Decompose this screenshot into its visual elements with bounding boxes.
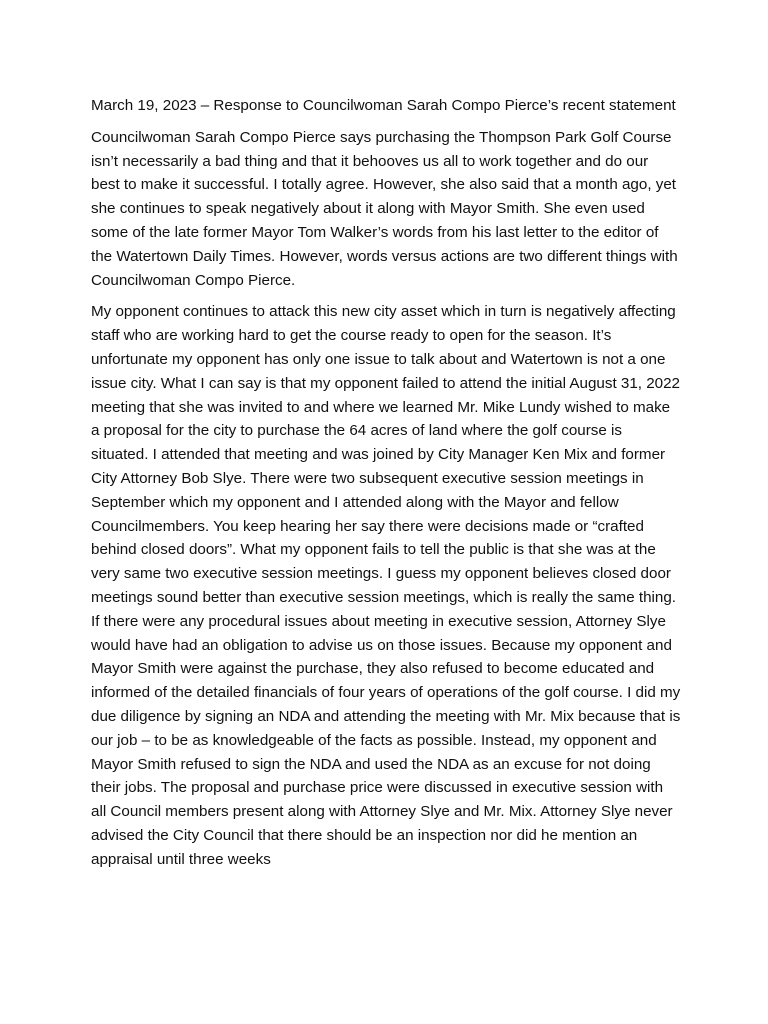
paragraph-2: My opponent continues to attack this new city asset which in turn is negatively affecting staff who are working hard to get the course ready to open for the season. It’s unfortunate my opponent has only one issue to talk about and Watertown is not a one issue city. What I can say is that my opponent failed to attend the initial August 31, 2022 meeting that she was invited to and where we learned Mr. Mike Lundy wished to make a proposal for the city to purchase the 64 acres of land where the golf course is situated. I attended that meeting and was joined by City Manager Ken Mix and former City Attorney Bob Slye. There were two subsequent executive session meetings in September which my opponent and I attended along with the Mayor and fellow Councilmembers. You keep hearing her say there were decisions made or “crafted behind closed doors”. What my opponent fails to tell the public is that she was at the very same two executive session meetings. I guess my opponent believes closed door meetings sound better than executive session meetings, which is really the same thing. If there were any procedural issues about meeting in executive session, Attorney Slye would have had an obligation to advise us on those issues. Because my opponent and Mayor Smith were against the purchase, they also refused to become educated and informed of the detailed financials of four years of operations of the golf course. I did my due diligence by signing an NDA and attending the meeting with Mr. Mix because that is our job – to be as knowledgeable of the facts as possible. Instead, my opponent and Mayor Smith refused to sign the NDA and used the NDA as an excuse for not doing their jobs. The proposal and purchase price were discussed in executive session with all Council members present along with Attorney Slye and Mr. Mix. Attorney Slye never advised the City Council that there should be an inspection nor did he mention an appraisal until three weeks — [91, 303, 681, 868]
document-heading: March 19, 2023 – Response to Councilwoman Sarah Compo Pierce’s recent statement — [91, 97, 676, 114]
paragraph-1: Councilwoman Sarah Compo Pierce says purchasing the Thompson Park Golf Course isn’t necessarily a bad thing and that it behooves us all to work together and do our best to make it successful. I totally agree. However, she also said that a month ago, yet she continues to speak negatively about it along with Mayor Smith. She even used some of the late former Mayor Tom Walker’s words from his last letter to the editor of the Watertown Daily Times. However, words versus actions are two different things with Councilwoman Compo Pierce. — [91, 128, 678, 289]
document-body — [91, 94, 681, 880]
